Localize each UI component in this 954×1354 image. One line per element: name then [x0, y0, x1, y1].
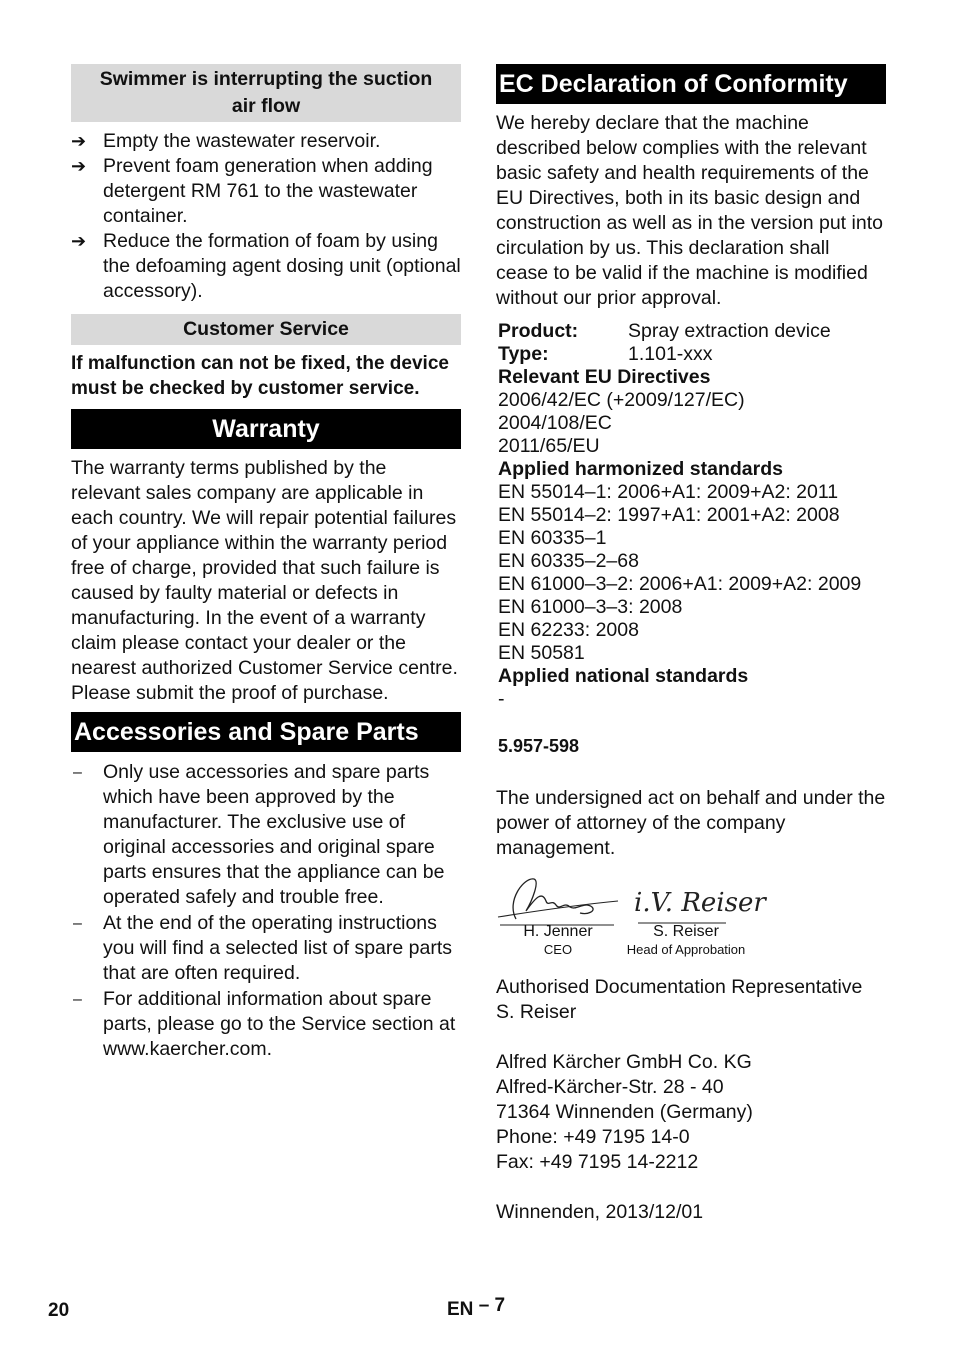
directive-item: 2011/65/EU [498, 435, 600, 457]
swimmer-heading-line2: air flow [231, 95, 301, 117]
footer-lang: EN [447, 1299, 474, 1320]
standard-item: EN 62233: 2008 [498, 619, 639, 641]
type-row [498, 343, 888, 366]
address-line: Fax: +49 7195 14-2212 [496, 1151, 699, 1173]
warranty-heading: Warranty [71, 409, 461, 449]
directive-item: 2006/42/EC (+2009/127/EC) [498, 389, 745, 411]
dash-icon: – [73, 915, 82, 932]
right-column [496, 64, 886, 1225]
customer-service-text: If malfunction can not be fixed, the device must be checked by customer service. [71, 353, 449, 399]
standard-item: EN 50581 [498, 642, 585, 664]
address-block [496, 1050, 886, 1175]
undersigned-text: The undersigned act on behalf and under the power of attorney of the company management. [496, 787, 886, 859]
signer1-role: CEO [543, 942, 573, 957]
page-number: 20 [48, 1300, 70, 1321]
document-number: 5.957-598 [498, 736, 580, 756]
list-item [71, 760, 461, 910]
standard-item: EN 60335–1 [498, 527, 607, 549]
customer-service-heading: Customer Service [71, 314, 461, 345]
directive-item: 2004/108/EC [498, 412, 612, 434]
accessories-heading: Accessories and Spare Parts [71, 712, 461, 752]
footer-section-page: – 7 [478, 1295, 506, 1316]
product-label: Product: [498, 320, 579, 342]
representative-name: S. Reiser [496, 1001, 577, 1023]
standard-item: EN 61000–3–3: 2008 [498, 596, 683, 618]
dash-icon: – [73, 991, 82, 1008]
ec-intro-text: We hereby declare that the machine described below complies with the relevant basic safety and health requirements of the EU Directives, both in its basic design and construction as well as in the version put into circulation by us. This declaration shall cease to be valid if the machine is modified without our prior approval. [496, 112, 883, 309]
list-item-text: Only use accessories and spare parts which have been approved by the manufacturer. The exclusive use of original accessories and original spare parts ensures that the appliance can be operated safely and trouble free. [103, 761, 445, 908]
list-item [71, 987, 461, 1062]
type-label: Type: [498, 343, 549, 365]
swimmer-list [71, 129, 461, 304]
address-line: Alfred Kärcher GmbH Co. KG [496, 1051, 752, 1073]
reiser-signature-graphic [624, 871, 766, 927]
warranty-text: The warranty terms published by the relevant sales company are applicable in each country. We will repair potential failures of your appliance within the warranty period free of charge, provided that such failure is caused by faulty material or defects in manufacturing. In the event of a warranty claim please contact your dealer or the nearest authorized Customer Service centre. Please submit the proof of purchase. [71, 457, 458, 704]
type-value: 1.101-xxx [628, 343, 713, 365]
directives-heading: Relevant EU Directives [498, 366, 711, 388]
standard-item: EN 55014–2: 1997+A1: 2001+A2: 2008 [498, 504, 840, 526]
jenner-signature-graphic [496, 871, 620, 927]
list-item [71, 911, 461, 986]
harmonized-heading: Applied harmonized standards [498, 458, 783, 480]
reiser-handwriting: i.V. Reiser [634, 888, 766, 918]
left-column [71, 64, 461, 1062]
accessories-list [71, 760, 461, 1062]
swimmer-heading-line1: Swimmer is interrupting the suction [99, 68, 433, 90]
address-line: 71364 Winnenden (Germany) [496, 1101, 753, 1123]
product-row [498, 320, 888, 343]
list-item-text: For additional information about spare parts, please go to the Service section at www.kaercher.com. [103, 988, 456, 1060]
arrow-right-icon: ➔ [71, 156, 87, 176]
ec-spec-block [496, 320, 888, 758]
place-date: Winnenden, 2013/12/01 [496, 1201, 704, 1223]
arrow-right-icon: ➔ [71, 131, 87, 151]
list-item [71, 154, 461, 229]
signer1-name: H. Jenner [523, 923, 593, 940]
signature-jenner [496, 871, 620, 959]
list-item [71, 229, 461, 304]
list-item-text: At the end of the operating instructions you will find a selected list of spare parts that are often required. [103, 912, 453, 984]
signer2-role: Head of Approbation [626, 942, 746, 957]
product-value: Spray extraction device [628, 320, 831, 342]
arrow-right-icon: ➔ [71, 231, 87, 251]
representative-block [496, 975, 886, 1025]
address-line: Alfred-Kärcher-Str. 28 - 40 [496, 1076, 724, 1098]
national-heading: Applied national standards [498, 665, 749, 687]
standard-item: EN 55014–1: 2006+A1: 2009+A2: 2011 [498, 481, 839, 503]
signer2-name: S. Reiser [653, 923, 719, 940]
signatures [496, 871, 886, 961]
list-item-text: Reduce the formation of foam by using the defoaming agent dosing unit (optional accessory). [103, 230, 461, 302]
signature-reiser [624, 871, 766, 959]
standard-item: EN 61000–3–2: 2006+A1: 2009+A2: 2009 [498, 573, 862, 595]
footer-section [447, 1297, 505, 1322]
swimmer-heading [71, 64, 461, 122]
national-value: - [498, 688, 505, 710]
standard-item: EN 60335–2–68 [498, 550, 639, 572]
address-line: Phone: +49 7195 14-0 [496, 1126, 690, 1148]
ec-declaration-heading: EC Declaration of Conformity [496, 64, 886, 104]
list-item-text: Empty the wastewater reservoir. [103, 130, 381, 152]
list-item-text: Prevent foam generation when adding detergent RM 761 to the wastewater container. [103, 155, 433, 227]
list-item [71, 129, 461, 154]
representative-title: Authorised Documentation Representative [496, 976, 863, 998]
dash-icon: – [73, 764, 82, 781]
